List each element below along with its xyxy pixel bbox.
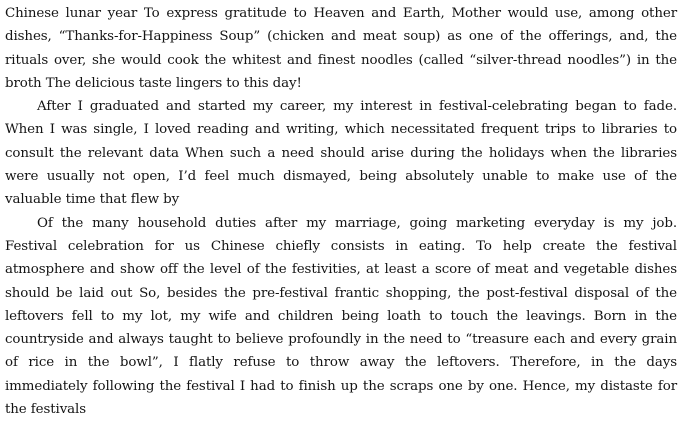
text-line: of rice in the bowl”, I flatly refuse to throw away the leftovers. Therefore, in the days	[5, 355, 677, 371]
paragraph-2	[5, 95, 677, 211]
text-line: rituals over, she would cook the whitest and finest noodles (called “silver-thread noodles”) in the	[5, 52, 677, 68]
text-line: Festival celebration for us Chinese chiefly consists in eating. To help create the festival	[5, 238, 677, 254]
text-line: should be laid out So, besides the pre-festival frantic shopping, the post-festival disposal of the	[5, 285, 677, 301]
text-line: Of the many household duties after my marriage, going marketing everyday is my job.	[37, 215, 677, 231]
text-line: the festivals	[5, 402, 87, 418]
text-line: broth The delicious taste lingers to this day!	[5, 75, 302, 91]
text-line: After I graduated and started my career, my interest in festival-celebrating began to fade.	[37, 99, 677, 115]
text-line: dishes, “Thanks-for-Happiness Soup” (chicken and meat soup) as one of the offerings, and, the	[5, 29, 677, 45]
text-line: countryside and always taught to believe profoundly in the need to “treasure each and every grain	[5, 332, 677, 348]
text-line: immediately following the festival I had to finish up the scraps one by one. Hence, my distaste for	[5, 378, 677, 394]
paragraph-1	[5, 2, 677, 95]
text-line: When I was single, I loved reading and writing, which necessitated frequent trips to libraries to	[5, 122, 677, 138]
text-line: Chinese lunar year To express gratitude to Heaven and Earth, Mother would use, among other	[5, 6, 677, 21]
paragraph-3	[5, 212, 677, 422]
text-line: atmosphere and show off the level of the festivities, at least a score of meat and vegetable dishes	[5, 262, 677, 278]
text-line: valuable time that flew by	[5, 192, 180, 208]
text-line: consult the relevant data When such a need should arise during the holidays when the libraries	[5, 145, 677, 161]
text-line: were usually not open, I’d feel much dismayed, being absolutely unable to make use of the	[5, 169, 677, 185]
text-line: leftovers fell to my lot, my wife and children being loath to touch the leavings. Born in the	[5, 308, 677, 324]
